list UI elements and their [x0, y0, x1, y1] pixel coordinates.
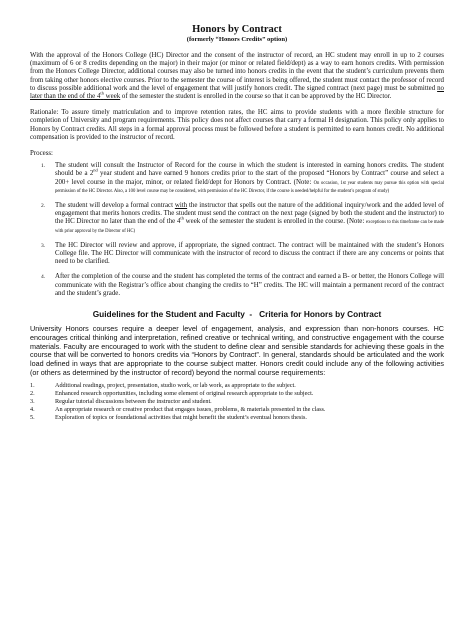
- process-steps: [30, 162, 444, 298]
- activity-number: 4.: [30, 405, 35, 413]
- step-text: [55, 162, 444, 195]
- page-title: Honors by Contract: [192, 24, 282, 35]
- process-step: [30, 273, 444, 298]
- step-note: On occasion, 1st year students may pursue this option with special permission of the HC Director. Also, a 100 level course may be considered, with permission of the HC Director, if the course is needed/helpful for the student’s program of study): [55, 180, 444, 194]
- step-number: 1.: [41, 163, 46, 170]
- step-number: 4.: [41, 274, 46, 281]
- step-underlined-word: with: [174, 202, 188, 210]
- activity-item: [30, 390, 444, 398]
- step-text-a: The student will develop a formal contract: [55, 202, 175, 210]
- step-text-a: The student will consult the Instructor of Record for the course in which the student is interested in earning honors credits. The student should be a 2: [55, 162, 444, 178]
- activity-number: 3.: [30, 397, 35, 405]
- activity-text: Additional readings, project, presentation, studio work, or lab work, as appropriate to the subject.: [55, 381, 296, 389]
- rationale-paragraph: Rationale: To assure timely matriculation and to improve retention rates, the HC aims to provide students with a more flexible structure for completion of University and program requirements. This policy does not affect courses that carry a formal H designation. This policy only applies to Honors by Contract credits. All steps in a formal approval process must be followed before a student is permitted to earn honors credit. No additional compensation is provided to the instructor of record.: [30, 109, 444, 141]
- activity-number: 2.: [30, 389, 35, 397]
- activity-text: Enhanced research opportunities, including some element of original research appropriate to the subject.: [55, 389, 314, 397]
- deadline-text-b: week: [103, 93, 121, 101]
- step-number: 2.: [41, 203, 46, 210]
- guidelines-heading: Guidelines for the Student and Faculty - Criteria for Honors by Contract: [92, 309, 382, 320]
- step-text: [55, 202, 444, 235]
- activity-number: 5.: [30, 413, 35, 421]
- deadline-ordinal: th: [100, 90, 104, 96]
- activity-item: [30, 414, 444, 422]
- step-number: 3.: [41, 242, 46, 249]
- activities-list: [30, 382, 444, 422]
- activity-text: An appropriate research or creative product that engages issues, problems, & materials presented in the class.: [55, 405, 326, 413]
- step-text-b: the instructor that spells out the nature of the additional inquiry/work and the added level of engagement that merits honors credits. The student must send the contract on the next page (signed by both the student and the instructor) to the HC Director no later than the end of the 4: [55, 202, 444, 226]
- step-ordinal: th: [180, 216, 184, 222]
- process-step: [30, 202, 444, 235]
- activity-number: 1.: [30, 381, 35, 389]
- intro-paragraph: [30, 52, 444, 101]
- step-ordinal: nd: [93, 168, 98, 174]
- step-text: After the completion of the course and the student has completed the terms of the contract and earned a B- or better, the Honors College will communicate with the Registrar’s office about changing the credits to “H” credits. The HC will maintain a permanent record of the contract and the student’s grade.: [55, 273, 444, 297]
- activity-text: Regular tutorial discussions between the instructor and student.: [55, 397, 212, 405]
- step-text: The HC Director will review and approve, if appropriate, the signed contract. The contract will be maintained with the student’s Honors College file. The HC Director will communicate with the instructor of record to discuss the contract if there are any concerns or points that need to be clarified.: [55, 241, 444, 266]
- intro-text: With the approval of the Honors College (HC) Director and the consent of the instructor of record, an HC student may enroll in up to 2 courses (maximum of 6 or 8 credits depending on the major) in their major (or minor or related field/dept) as a way to earn honors credits. With permission from the Honors College Director, additional courses may also be turned into honors credits in the event that the student’s curriculum prevents them from taking other honors elective courses. Prior to the semester the course of interest is being offered, the student must contact the professor of record to discuss possible additional work and the level of engagement that will justify honors credit. The signed contract (next page) must be submitted: [30, 52, 444, 92]
- page-subtitle: (formerly “Honors Credits” option): [186, 36, 288, 43]
- step-text-b: year student and have earned 9 honors credits prior to the start of the proposed “Honors by Contract” course and select a 200+ level course in the major, minor, or related field/dept for Honors by Contract. (Note:: [55, 170, 444, 186]
- intro-text-end: of the semester the student is enrolled in the course so that it can be approved by the HC Director.: [120, 93, 392, 101]
- process-step: [30, 242, 444, 267]
- step-text-c: week of the semester the student is enrolled in the course. (Note:: [183, 218, 367, 226]
- guidelines-paragraph: University Honors courses require a deeper level of engagement, analysis, and expression than non-honors courses. HC encourages critical thinking and interpretation, refined creative or technical writing, and constructive engagement with the course materials. Faculty are encouraged to work with the student to define clear and sensible standards for achieving these goals in the course that will be converted to honors credits via “Honors by Contract”. In general, standards should be articulated and the work load defined in ways that are appropriate to the course subject matter. Honors credit could include any of the following activities (or others as determined by the instructor of record) beyond the normal course requirements:: [30, 324, 444, 378]
- activity-item: [30, 398, 444, 406]
- activity-item: [30, 382, 444, 390]
- activity-item: [30, 406, 444, 414]
- activity-text: Exploration of topics or foundational activities that might benefit the student’s eventual honors thesis.: [55, 413, 307, 421]
- deadline-text-a: no later than the end of the 4: [30, 84, 444, 101]
- step-note: exceptions to this timeframe can be made with prior approval by the Director of HC): [55, 220, 445, 234]
- process-step: [30, 162, 444, 195]
- process-heading: Process:: [30, 150, 53, 158]
